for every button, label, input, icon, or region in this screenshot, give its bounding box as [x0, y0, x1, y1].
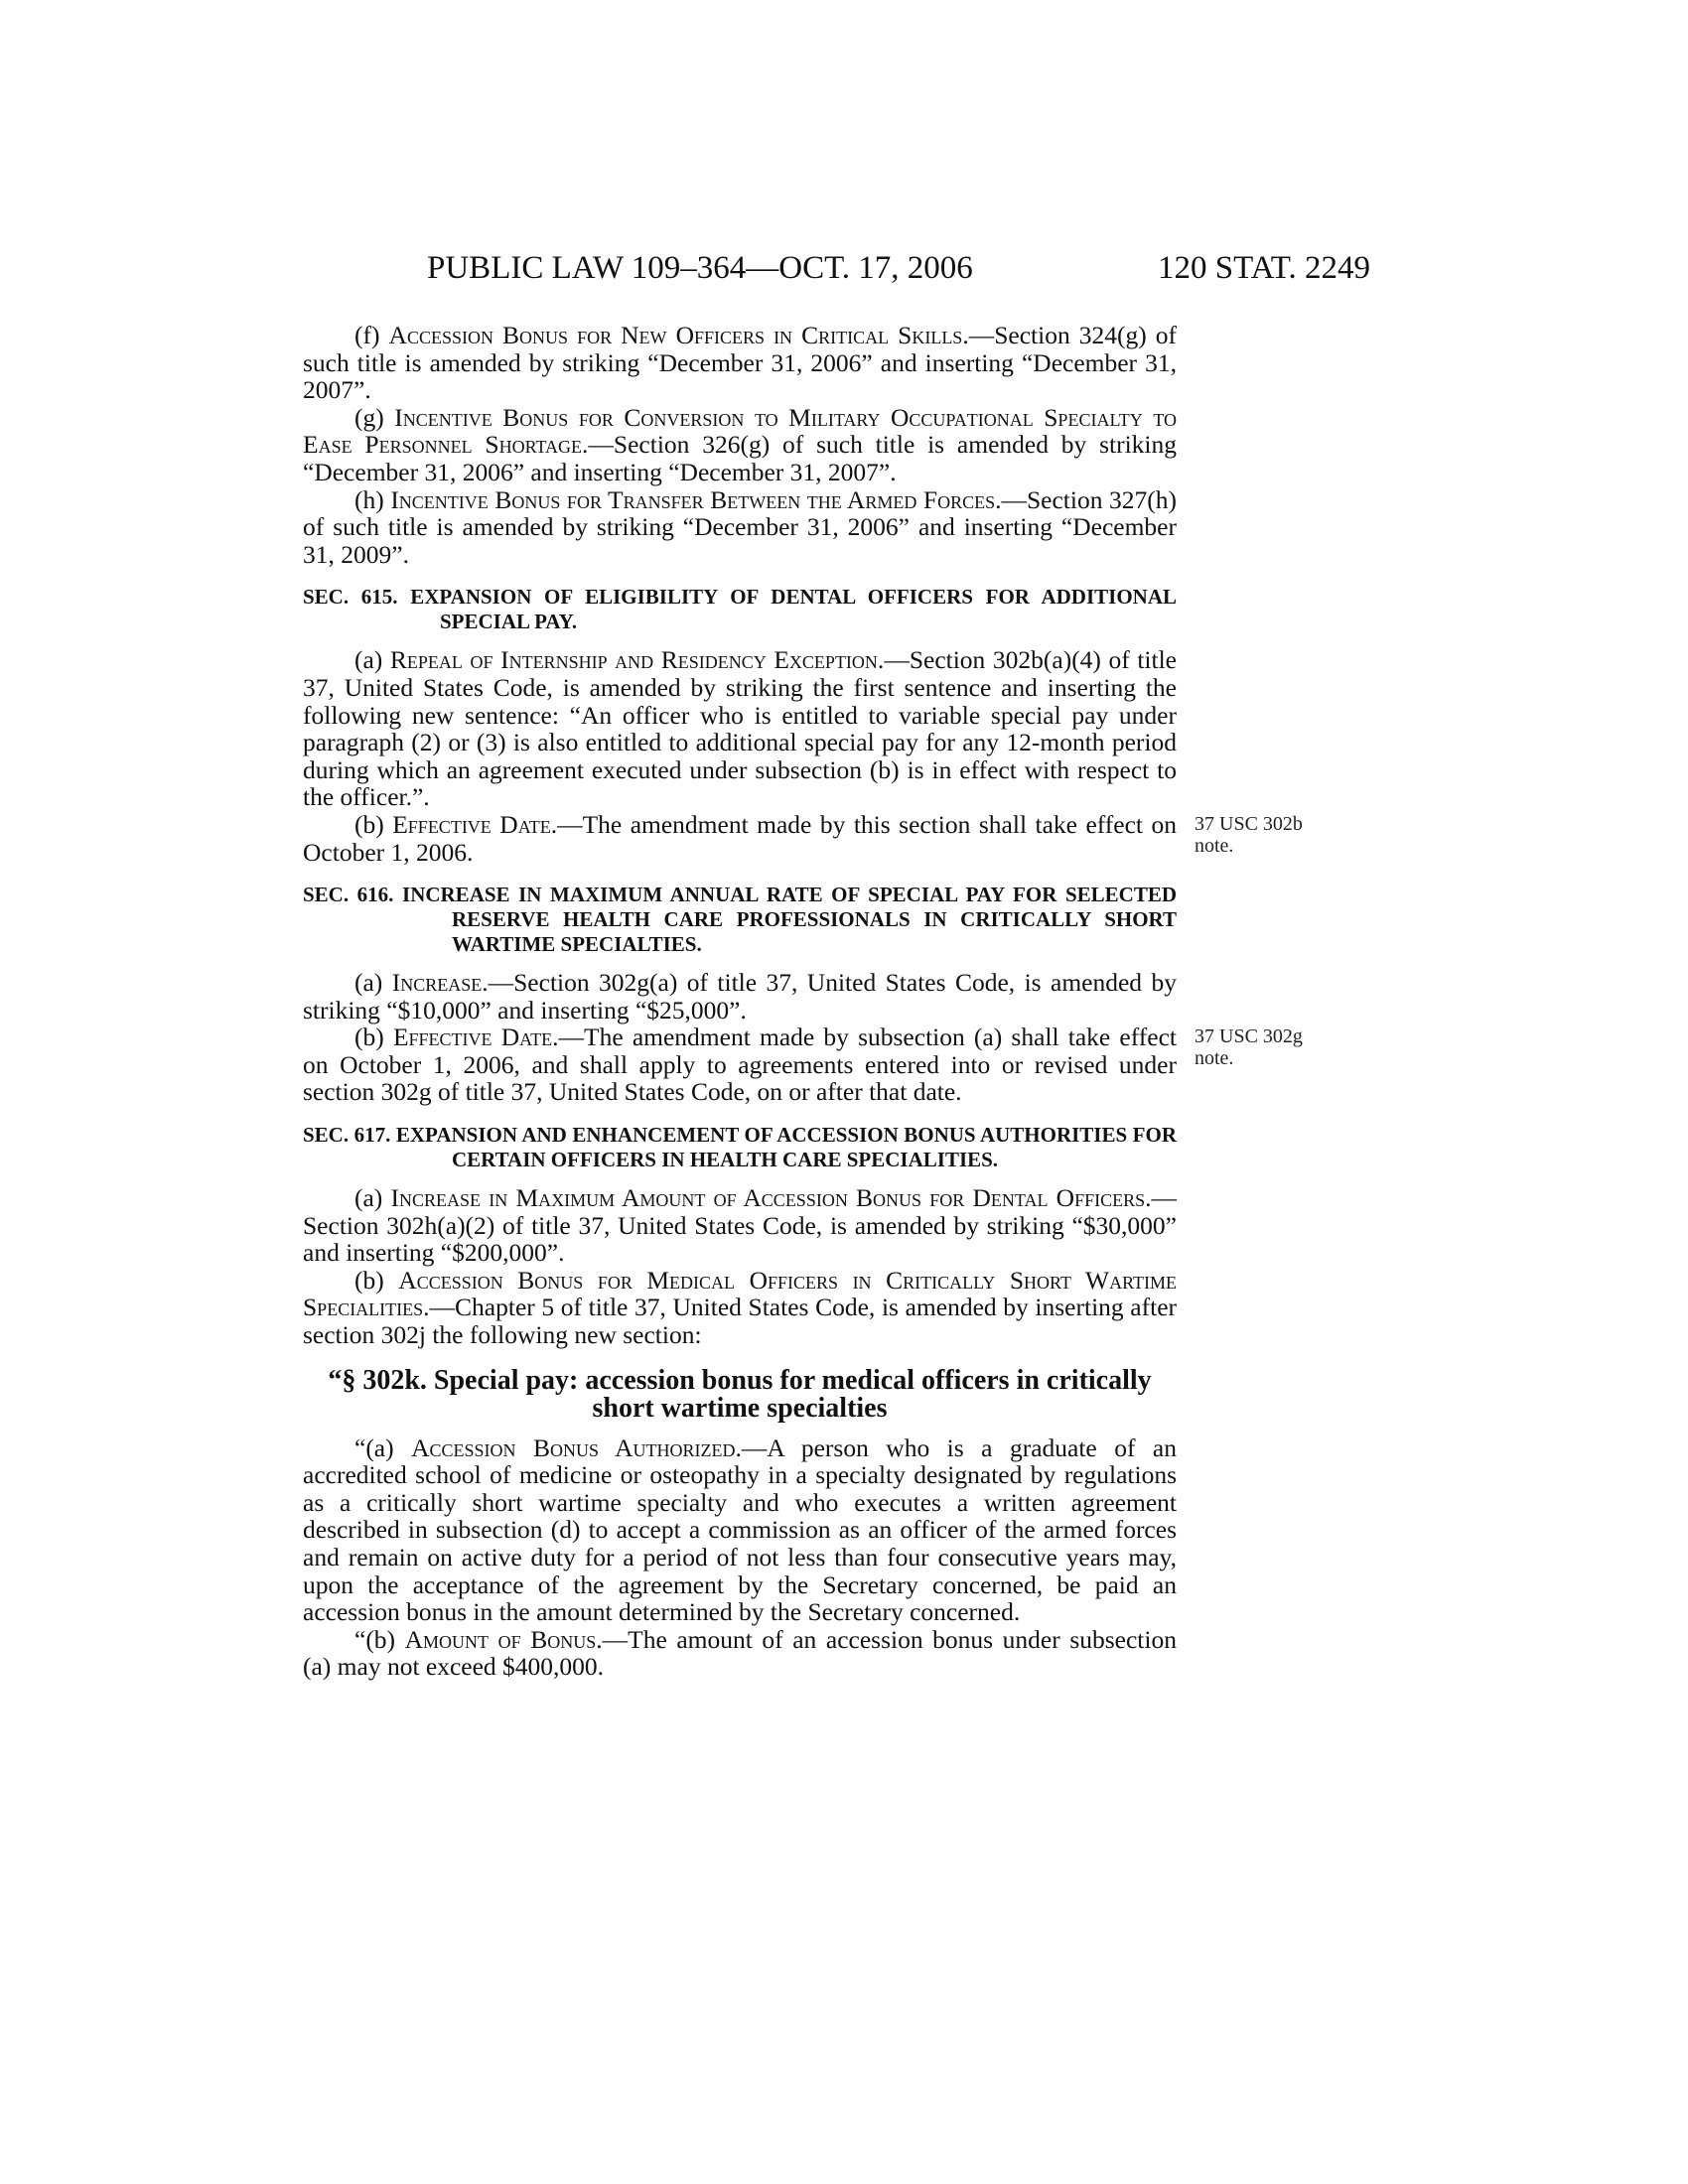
- paragraph-heading: Repeal of Internship and Residency Exception.: [389, 645, 885, 675]
- section-302k-heading: “§ 302k. Special pay: accession bonus for medical officers in critically short wartime specialties: [328, 1364, 1152, 1424]
- paragraph-heading: Accession Bonus Authorized.: [411, 1433, 742, 1462]
- paragraph-heading: Accession Bonus for New Officers in Critical Skills.: [388, 321, 969, 349]
- page-citation: 120 STAT. 2249: [1157, 250, 1370, 286]
- header-title: PUBLIC LAW 109–364—OCT. 17, 2006: [427, 250, 973, 286]
- s302k-paragraph-b: “(b) Amount of Bonus.—The amount of an accession bonus under subsection (a) may not exceed $400,000.: [303, 1624, 1177, 1682]
- sec615-paragraph-a: (a) Repeal of Internship and Residency Exception.—Section 302b(a)(4) of title 37, United States Code, is amended by striking the first sentence and inserting the following new sentence: “An officer who is entitled to variable special pay under paragraph (2) or (3) is also entitled to additional special pay for any 12-month period during which an agreement executed under subsection (b) is in effect with respect to the officer.”.: [303, 645, 1177, 812]
- sec616-paragraph-a: (a) Increase.—Section 302g(a) of title 37, United States Code, is amended by striking “$10,000” and inserting “$25,000”.: [303, 968, 1177, 1024]
- paragraph-f: (f) Accession Bonus for New Officers in Critical Skills.—Section 324(g) of such title is amended by striking “December 31, 2006” and inserting “December 31, 2007”.: [303, 321, 1178, 405]
- paragraph-heading: Amount of Bonus.: [404, 1624, 603, 1654]
- paragraph-g: (g) Incentive Bonus for Conversion to Military Occupational Specialty to Ease Personnel Shortage.—Section 326(g) of such title is amended by striking “December 31, 2006” and inserting “December 31, 2007”.: [303, 402, 1177, 486]
- sec616-b-wrap: [303, 1023, 1303, 1107]
- paragraph-heading: Increase in Maximum Amount of Accession Bonus for Dental Officers.: [390, 1183, 1152, 1213]
- margin-note: 37 USC 302b note.: [1195, 812, 1303, 857]
- margin-note: 37 USC 302g note.: [1195, 1025, 1303, 1070]
- sec617-paragraph-a: (a) Increase in Maximum Amount of Accession Bonus for Dental Officers.—Section 302h(a)(2) of title 37, United States Code, is amended by striking “$30,000” and inserting “$200,000”.: [303, 1183, 1177, 1268]
- section-617-heading: SEC. 617. EXPANSION AND ENHANCEMENT OF ACCESSION BONUS AUTHORITIES FOR CERTAIN OFFICERS IN HEALTH CARE SPECIALITIES.: [303, 1123, 1177, 1172]
- section-615-heading: SEC. 615. EXPANSION OF ELIGIBILITY OF DENTAL OFFICERS FOR ADDITIONAL SPECIAL PAY.: [303, 585, 1178, 634]
- paragraph-heading: Effective Date.: [392, 809, 558, 839]
- s302k-paragraph-a: “(a) Accession Bonus Authorized.—A person who is a graduate of an accredited school of medicine or osteopathy in a specialty designated by regulations as a critically short wartime specialty and who executes a written agreement described in subsection (d) to accept a commission as an officer of the armed forces and remain on active duty for a period of not less than four consecutive years may, upon the acceptance of the agreement by the Secretary concerned, be paid an accession bonus in the amount determined by the Secretary concerned.: [303, 1433, 1177, 1627]
- paragraph-heading: Accession Bonus for Medical Officers in Critically Short Wartime Specialities.: [303, 1265, 1177, 1322]
- sec616-paragraph-b: (b) Effective Date.—The amendment made by subsection (a) shall take effect on October 1, 2006, and shall apply to agreements entered into or revised under section 302g of title 37, United States Code, on or after that date.: [303, 1023, 1177, 1107]
- sec617-paragraph-b: (b) Accession Bonus for Medical Officers in Critically Short Wartime Specialities.—Chapter 5 of title 37, United States Code, is amended by inserting after section 302j the following new section:: [303, 1265, 1177, 1350]
- running-header: [427, 248, 1370, 288]
- sec615-paragraph-b: (b) Effective Date.—The amendment made by this section shall take effect on October 1, 2006.: [303, 809, 1178, 867]
- paragraph-heading: Effective Date.: [392, 1023, 559, 1052]
- paragraph-heading: Incentive Bonus for Conversion to Military Occupational Specialty to Ease Personnel Shortage.: [303, 402, 1177, 460]
- paragraph-heading: Increase.: [391, 968, 489, 998]
- section-616-heading: SEC. 616. INCREASE IN MAXIMUM ANNUAL RATE OF SPECIAL PAY FOR SELECTED RESERVE HEALTH CARE PROFESSIONALS IN CRITICALLY SHORT WARTIME SPECIALTIES.: [303, 883, 1177, 957]
- body-text: [303, 321, 1303, 1682]
- paragraph-heading: Incentive Bonus for Transfer Between the Armed Forces.: [390, 484, 1002, 514]
- sec615-b-wrap: [303, 809, 1303, 867]
- paragraph-h: (h) Incentive Bonus for Transfer Between the Armed Forces.—Section 327(h) of such title is amended by striking “December 31, 2006” and inserting “December 31, 2009”.: [303, 484, 1178, 569]
